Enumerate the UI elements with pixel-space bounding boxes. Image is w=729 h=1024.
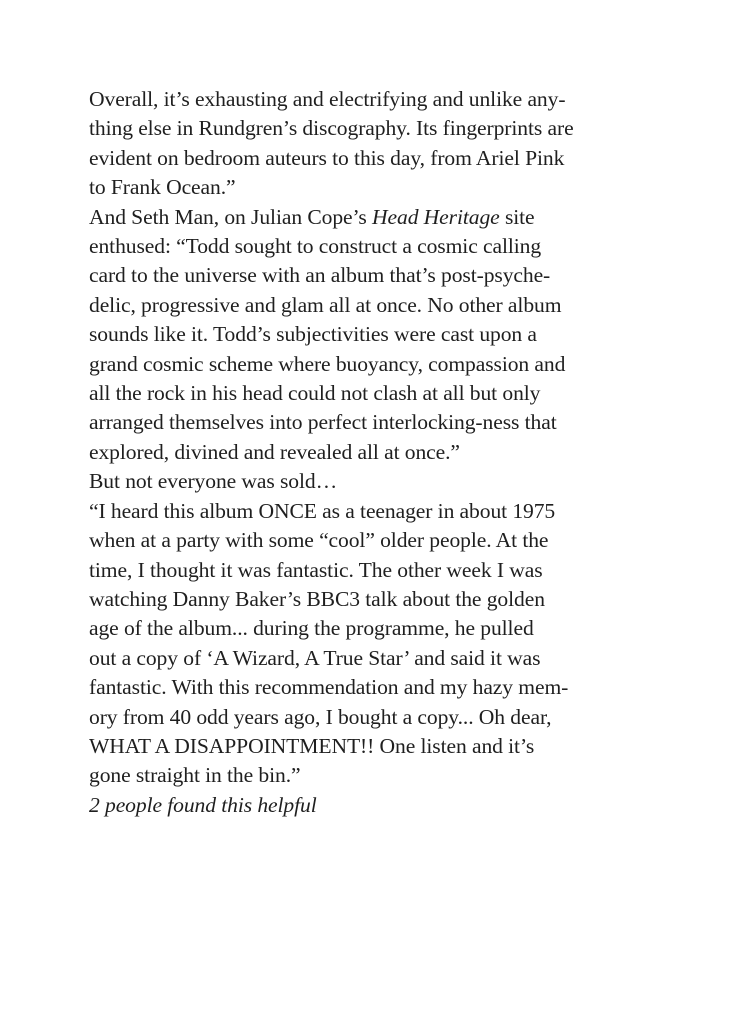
text-line: evident on bedroom auteurs to this day, from Ariel Pink xyxy=(89,145,565,170)
text-line: to Frank Ocean.” xyxy=(89,175,236,200)
text-line: “I heard this album ONCE as a teenager in about 1975 xyxy=(89,498,556,523)
text-line: But not everyone was sold… xyxy=(89,469,338,494)
article-body xyxy=(89,85,639,820)
text-line: explored, divined and revealed all at once.” xyxy=(89,439,460,464)
text-line: Overall, it’s exhausting and electrifying and unlike any- xyxy=(89,87,566,111)
text-line: ory from 40 odd years ago, I bought a copy... Oh dear, xyxy=(89,704,552,729)
text-line: card to the universe with an album that’s post-psyche- xyxy=(89,263,551,288)
text-line: delic, progressive and glam all at once. No other album xyxy=(89,292,562,317)
text-line: watching Danny Baker’s BBC3 talk about the golden xyxy=(89,586,545,611)
text-line: fantastic. With this recommendation and my hazy mem- xyxy=(89,675,569,700)
text-line xyxy=(89,203,639,232)
text-line: out a copy of ‘A Wizard, A True Star’ and said it was xyxy=(89,645,541,670)
text-line: gone straight in the bin.” xyxy=(89,763,301,788)
paragraph-not-everyone xyxy=(89,467,639,496)
text-line: when at a party with some “cool” older people. At the xyxy=(89,528,549,553)
text-line: grand cosmic scheme where buoyancy, compassion and xyxy=(89,351,566,376)
text-line: thing else in Rundgren’s discography. Its fingerprints are xyxy=(89,116,574,141)
text-line: sounds like it. Todd’s subjectivities were cast upon a xyxy=(89,322,537,347)
text-line: all the rock in his head could not clash at all but only xyxy=(89,381,541,406)
paragraph-review-quote xyxy=(89,497,639,791)
text-line: WHAT A DISAPPOINTMENT!! One listen and it’s xyxy=(89,733,535,758)
text-run: And Seth Man, on Julian Cope’s xyxy=(89,204,373,229)
text-line: enthused: “Todd sought to construct a cosmic calling xyxy=(89,234,542,259)
text-line: arranged themselves into perfect interlocking-ness that xyxy=(89,410,557,435)
paragraph-overall xyxy=(89,85,639,203)
paragraph-seth-man-quote xyxy=(89,203,639,468)
text-run: site xyxy=(499,204,535,229)
text-line: time, I thought it was fantastic. The other week I was xyxy=(89,557,543,582)
text-line: age of the album... during the programme, he pulled xyxy=(89,616,534,641)
helpful-count-text: 2 people found this helpful xyxy=(89,792,317,817)
publication-title: Head Heritage xyxy=(372,204,500,229)
